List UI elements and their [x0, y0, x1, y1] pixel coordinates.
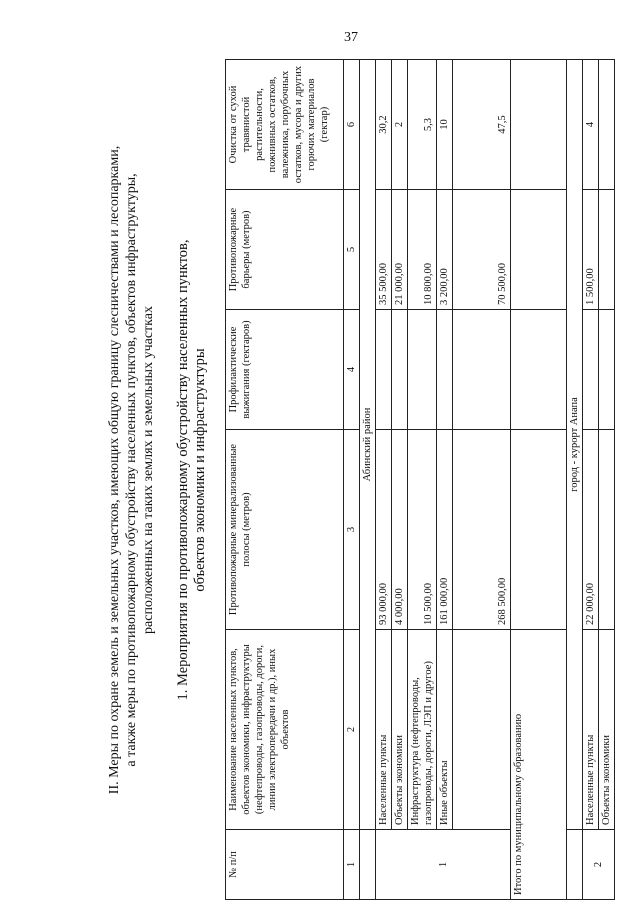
row-name: Иные объекты	[437, 630, 453, 830]
table-row	[376, 60, 392, 900]
cell-barriers: 3 200,00	[437, 190, 453, 310]
header-cell: Очистка от сухой травянистой растительности, пожнивных остатков, валежника, порубочных остатков, мусора и других горючих материалов (гектар)	[226, 60, 344, 190]
cell-clean	[599, 60, 615, 190]
cell-burn	[599, 310, 615, 430]
cell-strips: 268 500,00	[453, 430, 511, 630]
fire-measures-table	[225, 59, 615, 900]
cell-clean: 10	[437, 60, 453, 190]
cell-clean: 4	[583, 60, 599, 190]
subsection-title	[175, 40, 209, 900]
group-num-blank	[360, 830, 376, 900]
column-number: 3	[344, 430, 360, 630]
group-num-blank	[567, 830, 583, 900]
total-blank	[511, 190, 567, 310]
cell-clean: 2	[392, 60, 408, 190]
column-number: 4	[344, 310, 360, 430]
cell-clean: 5,3	[408, 60, 437, 190]
total-row	[511, 60, 567, 900]
cell-burn	[408, 310, 437, 430]
cell-barriers: 70 500,00	[453, 190, 511, 310]
header-cell: № п/п	[226, 830, 344, 900]
cell-burn	[453, 310, 511, 430]
row-name: Населенные пункты	[583, 630, 599, 830]
subsection-title-line: объектов экономики и инфраструктуры	[192, 348, 208, 592]
cell-barriers: 10 800,00	[408, 190, 437, 310]
row-name: Объекты экономики	[392, 630, 408, 830]
group-row	[360, 60, 376, 900]
page-number: 37	[344, 30, 358, 45]
total-blank	[511, 60, 567, 190]
column-number-row	[344, 60, 360, 900]
table-row	[437, 60, 453, 900]
row-name: Объекты экономики	[599, 630, 615, 830]
column-number: 6	[344, 60, 360, 190]
group-name: город - курорт Анапа	[567, 60, 583, 830]
row-name: Населенные пункты	[376, 630, 392, 830]
header-cell: Противопожарные барьеры (метров)	[226, 190, 344, 310]
subsection-title-line: 1. Мероприятия по противопожарному обустройству населенных пунктов,	[175, 239, 191, 701]
table-row	[408, 60, 437, 900]
cell-burn	[376, 310, 392, 430]
total-blank	[511, 430, 567, 630]
section-title-line: II. Меры по охране земель и земельных участков, имеющих общую границу слесничествами и лесопарками,	[107, 145, 122, 795]
cell-strips: 10 500,00	[408, 430, 437, 630]
cell-barriers: 1 500,00	[583, 190, 599, 310]
row-number: 1	[376, 830, 511, 900]
cell-strips: 22 000,00	[583, 430, 599, 630]
table-row	[392, 60, 408, 900]
table-row	[583, 60, 599, 900]
section-title	[106, 40, 157, 900]
cell-burn	[392, 310, 408, 430]
cell-clean: 30,2	[376, 60, 392, 190]
group-name: Абинский район	[360, 60, 376, 830]
row-name-blank	[453, 630, 511, 830]
cell-barriers: 21 000,00	[392, 190, 408, 310]
table-row	[599, 60, 615, 900]
column-number: 2	[344, 630, 360, 830]
cell-burn	[437, 310, 453, 430]
rotated-content	[50, 40, 610, 900]
table-row	[453, 60, 511, 900]
row-number: 2	[583, 830, 615, 900]
column-number: 5	[344, 190, 360, 310]
header-cell: Противопожарные минерализованные полосы (метров)	[226, 430, 344, 630]
cell-barriers	[599, 190, 615, 310]
cell-strips	[599, 430, 615, 630]
total-blank	[511, 310, 567, 430]
cell-strips: 4 000,00	[392, 430, 408, 630]
header-cell: Наименование населенных пунктов, объектов экономики, инфраструктуры (нефтепроводы, газопроводы, дороги, линии электропередачи и др.), иных объектов	[226, 630, 344, 830]
cell-clean: 47,5	[453, 60, 511, 190]
group-row	[567, 60, 583, 900]
total-label: Итого по муниципальному образованию	[511, 630, 567, 900]
cell-burn	[583, 310, 599, 430]
table-header-row	[226, 60, 344, 900]
cell-strips: 161 000,00	[437, 430, 453, 630]
header-cell: Профилактические выжигания (гектаров)	[226, 310, 344, 430]
column-number: 1	[344, 830, 360, 900]
cell-strips: 93 000,00	[376, 430, 392, 630]
section-title-line: расположенных на таких землях и земельных участках	[141, 306, 156, 634]
cell-barriers: 35 500,00	[376, 190, 392, 310]
section-title-line: а также меры по противопожарному обустройству населенных пунктов, объектов инфраструктуры,	[124, 173, 139, 767]
row-name: Инфраструктура (нефтепроводы, газопроводы, дороги, ЛЭП и другое)	[408, 630, 437, 830]
